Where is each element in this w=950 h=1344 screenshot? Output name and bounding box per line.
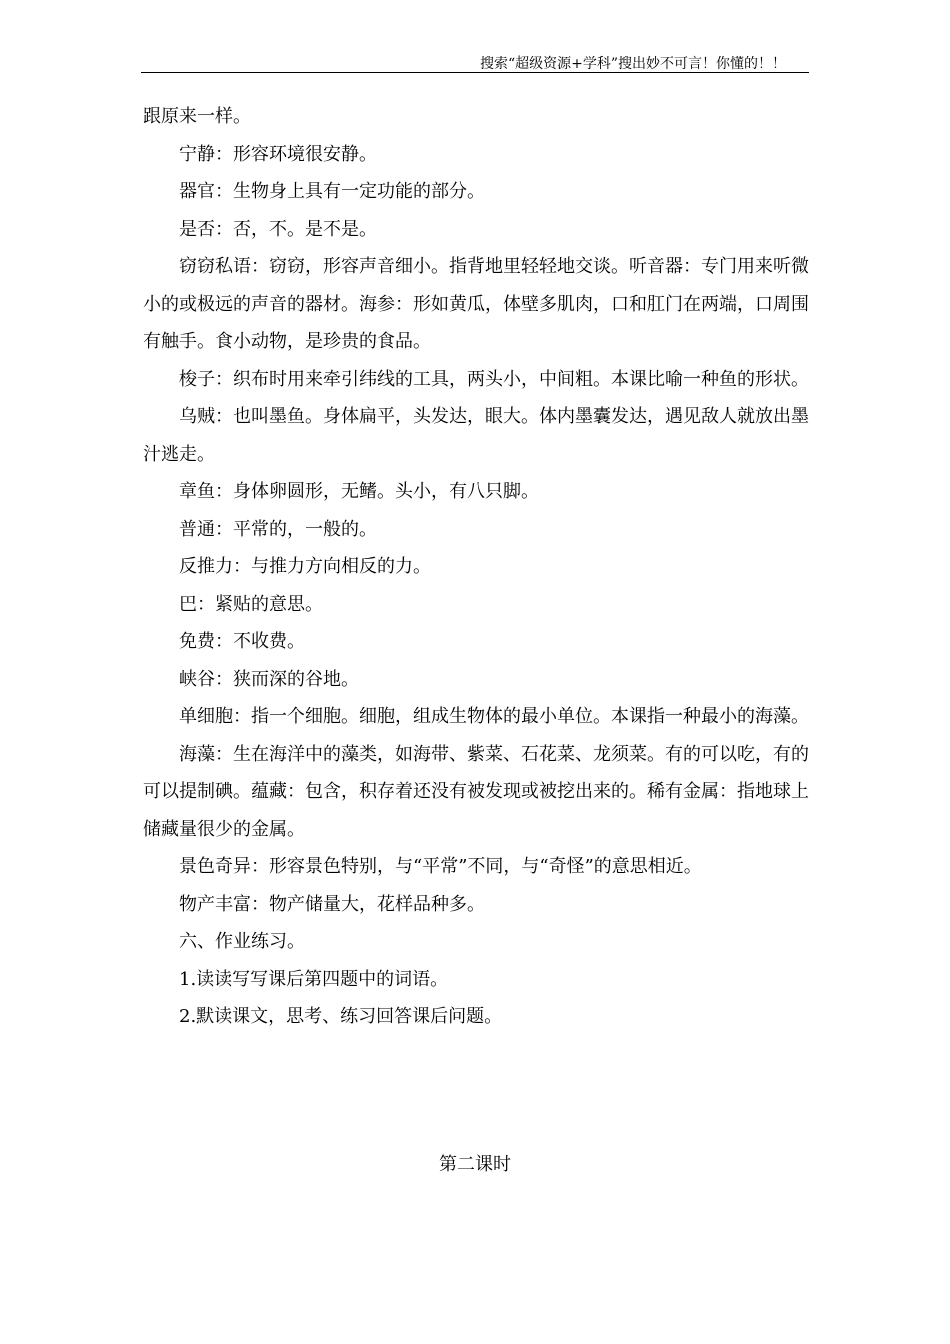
- header-rule: [141, 72, 809, 73]
- paragraph: 免费：不收费。: [179, 631, 305, 652]
- paragraph: 物产丰富：物产储量大，花样品种多。: [179, 893, 485, 915]
- paragraph: 景色奇异：形容景色特别，与“平常”不同，与“奇怪”的意思相近。: [179, 856, 702, 877]
- exercise-item: 2.默读课文，思考、练习回答课后问题。: [179, 1006, 503, 1027]
- paragraph: 巴：紧贴的意思。: [179, 593, 323, 615]
- paragraph: 乌贼：也叫墨鱼。身体扁平，头发达，眼大。体内墨囊发达，遇见敌人就放出墨汁逃走。: [143, 406, 809, 465]
- paragraph: 峡谷：狭而深的谷地。: [179, 668, 359, 690]
- paragraph: 宁静：形容环境很安静。: [179, 143, 377, 165]
- paragraph: 是否：否，不。是不是。: [179, 218, 377, 240]
- paragraph: 海藻：生在海洋中的藻类，如海带、紫菜、石花菜、龙须菜。有的可以吃，有的可以提制碘。蕴藏：包含，积存着还没有被发现或被挖出来的。稀有金属：指地球上储藏量很少的金属。: [143, 743, 809, 840]
- paragraph: 窃窃私语：窃窃，形容声音细小。指背地里轻轻地交谈。听音器：专门用来听微小的或极远的声音的器材。海参：形如黄瓜，体壁多肌肉，口和肛门在两端，口周围有触手。食小动物，是珍贵的食品。: [143, 256, 809, 352]
- paragraph: 单细胞：指一个细胞。细胞，组成生物体的最小单位。本课指一种最小的海藻。: [179, 706, 809, 727]
- paragraph: 器官：生物身上具有一定功能的部分。: [179, 181, 485, 202]
- paragraph: 反推力：与推力方向相反的力。: [179, 556, 431, 577]
- document-body: [143, 98, 817, 1036]
- section-title: 第二课时: [439, 1154, 511, 1175]
- paragraph: 普通：平常的，一般的。: [179, 518, 377, 540]
- paragraph: 跟原来一样。: [143, 106, 251, 127]
- exercise-item: 1.读读写写课后第四题中的词语。: [179, 968, 449, 990]
- section-heading: 六、作业练习。: [179, 931, 305, 952]
- header-slogan: 搜索“超级资源+学科”搜出妙不可言！你懂的！！: [480, 56, 787, 72]
- paragraph: 梭子：织布时用来牵引纬线的工具，两头小，中间粗。本课比喻一种鱼的形状。: [179, 368, 809, 390]
- paragraph: 章鱼：身体卵圆形，无鳍。头小，有八只脚。: [179, 481, 539, 502]
